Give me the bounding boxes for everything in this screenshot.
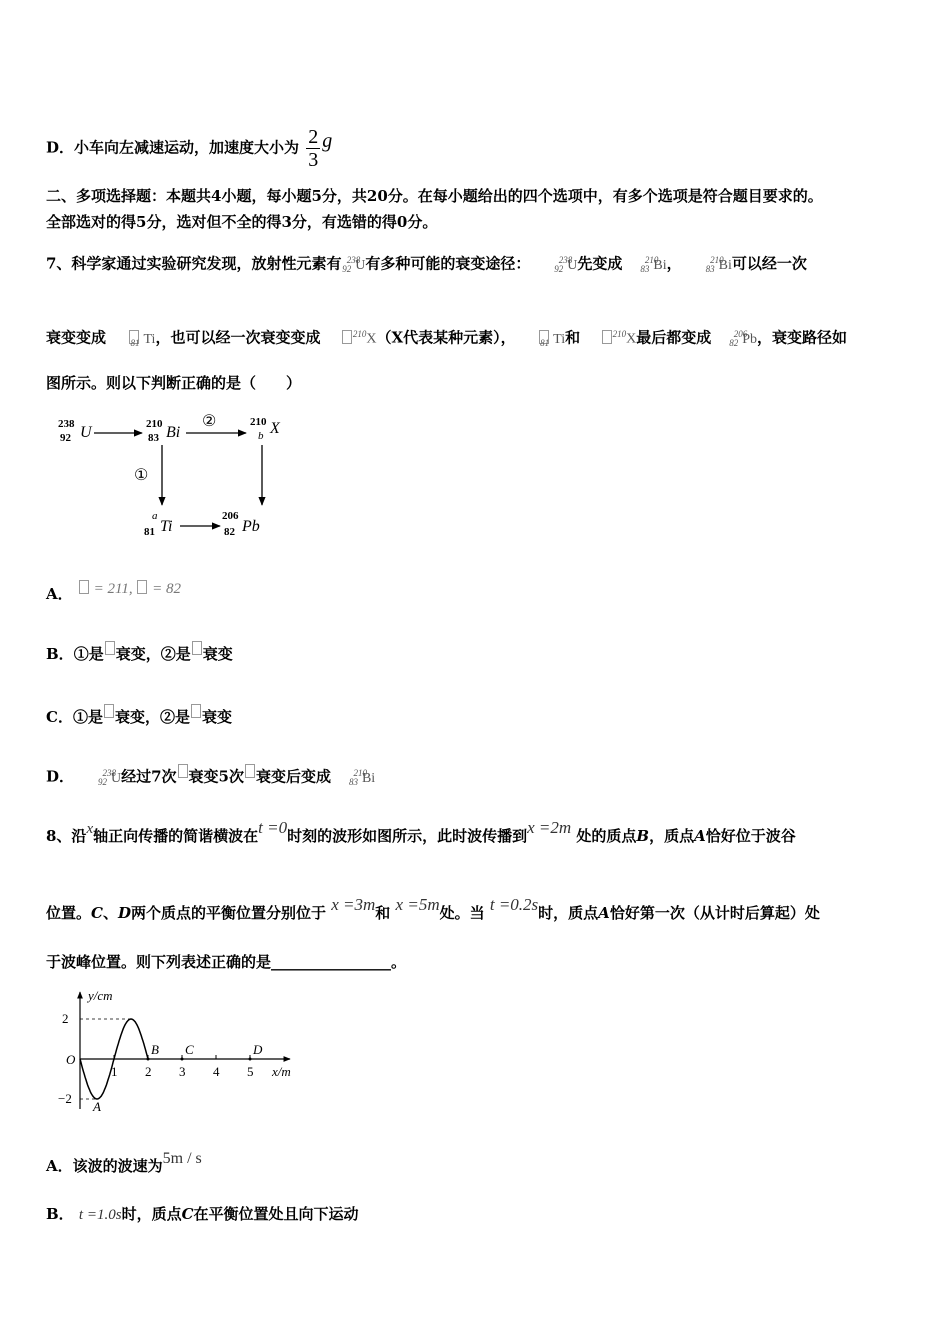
nuclide-pb206: $^{206}_{82}$ Pb	[729, 329, 757, 349]
nuclide-x210: $^{210}$X	[341, 324, 377, 350]
fraction: $\frac{2}{3}$	[308, 126, 319, 171]
q8-line-1: 8、沿x轴正向传播的简谐横波在t =0时刻的波形如图所示，此时波传播到x =2m 处的质点B，质点A恰好位于波谷	[46, 818, 796, 845]
q8-option-b[interactable]: B． t =1.0s时，质点C在平衡位置处且向下运动	[46, 1205, 359, 1223]
diag-u-mass: 238	[58, 418, 75, 430]
nuclide-bi210: $^{210}_{83}$ Bi	[348, 768, 376, 788]
q7-option-c[interactable]: C．①是 衰变，②是 衰变	[46, 704, 232, 727]
diag-x-sym: X	[270, 420, 280, 437]
x-tick-label: 3	[179, 1064, 186, 1079]
section-heading-1: 二、多项选择题：本题共4小题，每小题5分，共20分。在每小题给出的四个选项中，有多个选项是符合题目要求的。	[46, 187, 823, 205]
path1-label: ①	[134, 467, 149, 484]
diag-pb-z: 82	[224, 526, 235, 538]
diag-ti-z: 81	[144, 526, 155, 538]
point-label: D	[253, 1042, 263, 1057]
y-tick-label: 2	[62, 1011, 69, 1026]
point-label: C	[185, 1042, 194, 1057]
q7-option-b[interactable]: B．①是 衰变，②是 衰变	[46, 641, 233, 664]
x-tick-label: 4	[213, 1064, 220, 1079]
x-tick-label: 2	[145, 1064, 152, 1079]
point-label: A	[93, 1099, 101, 1114]
x-tick-label: 5	[247, 1064, 254, 1079]
nuclide-u235: $^{238}_{92}$ U	[97, 768, 122, 788]
diag-ti-sym: Ti	[160, 518, 173, 535]
point-label: B	[151, 1042, 159, 1057]
nuclide-bi210: $^{210}_{83}$ Bi	[640, 255, 667, 275]
diag-bi-sym: Bi	[166, 424, 181, 441]
diag-u-sym: U	[80, 424, 92, 441]
diag-bi-z: 83	[148, 432, 159, 444]
origin-label: O	[66, 1052, 76, 1067]
nuclide-x210: $^{210}$X	[601, 324, 637, 350]
x-axis-label: x/m	[272, 1064, 291, 1079]
diag-pb-sym: Pb	[242, 518, 260, 535]
nuclide-ti: $_{81}$ Ti	[130, 331, 156, 349]
q7-line-2: 衰变变成 $_{81}$ Ti，也可以经一次衰变变成 $^{210}$X（X代表某种元素）， $_{81}$ Ti和 $^{210}$X最后都变成 $^{206}_{82}$ Pb，衰变路径如	[46, 324, 847, 353]
diag-ti-mass: a	[152, 510, 158, 522]
diag-x-mass: 210	[250, 416, 267, 428]
q7-line-1: 7、科学家通过实验研究发现，放射性元素有 $^{238}_{92}$ U有多种可能的衰变途径： $^{238}_{92}$ U先变成 $^{210}_{83}$ Bi， $^{210}_{83}$ Bi可以经一次	[46, 250, 807, 279]
wave-graph	[50, 984, 310, 1119]
point-marker	[249, 1058, 252, 1061]
point-marker	[147, 1058, 150, 1061]
section-heading-2: 全部选对的得5分，选对但不全的得3分，有选错的得0分。	[46, 213, 438, 231]
path2-label: ②	[202, 413, 217, 430]
x-tick-label: 1	[111, 1064, 118, 1079]
decay-diagram	[50, 405, 310, 545]
nuclide-bi210: $^{210}_{83}$ Bi	[705, 255, 732, 275]
q7-option-d[interactable]: D． $^{238}_{92}$ U经过7次 衰变5次 衰变后变成 $^{210}_{83}$ Bi	[46, 763, 375, 792]
q8-line-3: 于波峰位置。则下列表述正确的是________________。	[46, 953, 407, 971]
prev-option-d: D．小车向左减速运动，加速度大小为 $\frac{2}{3}$ g	[46, 126, 333, 171]
nuclide-ti: $_{81}$ Ti	[540, 331, 566, 349]
diag-u-z: 92	[60, 432, 71, 444]
nuclide-u238: $^{238}_{92}$ U	[554, 255, 578, 275]
diag-bi-mass: 210	[146, 418, 163, 430]
q8-option-a[interactable]: A．该波的波速为5m / s	[46, 1150, 202, 1175]
q7-option-a[interactable]: A． = 211, = 82	[46, 581, 182, 603]
diag-pb-mass: 206	[222, 510, 239, 522]
q8-line-2: 位置。C、D两个质点的平衡位置分别位于 x =3m和 x =5m处。当 t =0.2s时，质点A恰好第一次（从计时后算起）处	[46, 895, 820, 922]
point-marker	[181, 1058, 184, 1061]
q7-line-3: 图所示。则以下判断正确的是（ ）	[46, 374, 302, 392]
diag-x-z: b	[258, 430, 264, 442]
nuclide-u238: $^{238}_{92}$ U	[342, 255, 366, 275]
y-axis-label: y/cm	[88, 988, 113, 1003]
y-tick-label: −2	[58, 1091, 72, 1106]
